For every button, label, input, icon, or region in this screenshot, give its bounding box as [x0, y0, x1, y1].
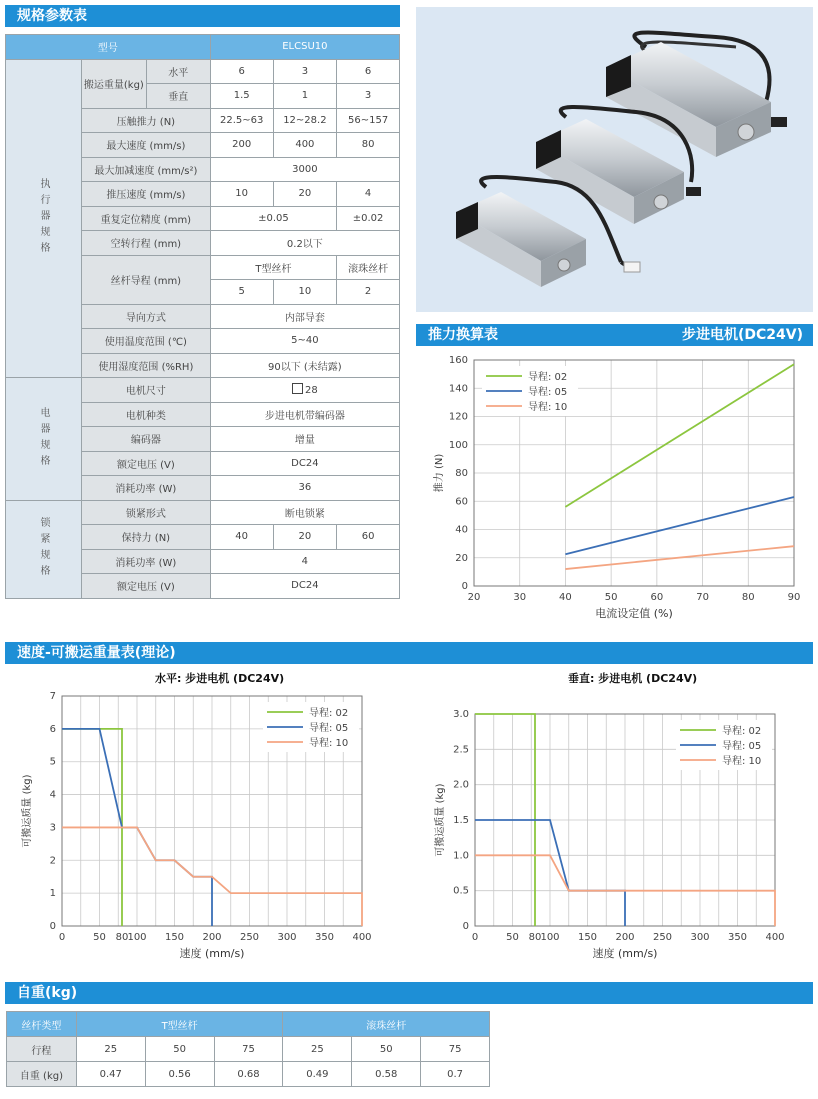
x-axis-label: 速度 (mm/s) [179, 947, 245, 960]
table-row [6, 59, 400, 84]
spec-table [5, 34, 400, 599]
x-axis-label: 速度 (mm/s) [592, 947, 658, 960]
y-tick-label: 160 [448, 355, 468, 366]
x-tick-label: 350 [314, 932, 335, 943]
table-cell: 0.58 [352, 1062, 421, 1087]
x-tick-label: 250 [652, 932, 673, 943]
row-label: 编码器 [82, 427, 211, 452]
legend-label: 导程: 10 [309, 738, 349, 749]
table-cell: 0.7 [421, 1062, 490, 1087]
actuator-illustration [416, 7, 813, 312]
y-axis-label: 可搬运质量 (kg) [22, 774, 33, 848]
series-line [565, 497, 794, 554]
y-tick-label: 20 [455, 552, 468, 564]
x-tick-label: 350 [727, 932, 748, 943]
y-tick-label: 0.5 [453, 885, 469, 897]
table-cell: 56~157 [337, 108, 400, 133]
table-cell: 0.49 [283, 1062, 352, 1087]
table-cell: 滚珠丝杆 [337, 255, 400, 280]
table-cell: DC24 [210, 451, 399, 476]
x-tick-label: 90 [787, 592, 801, 603]
y-tick-label: 3.0 [453, 709, 469, 720]
ball-screw-header: 滚珠丝杆 [283, 1012, 490, 1037]
x-tick-label: 400 [765, 932, 785, 943]
square-icon [292, 383, 303, 394]
spec-section-title: 规格参数表 [5, 5, 400, 27]
x-tick-label: 100 [540, 932, 560, 943]
table-cell: 3000 [210, 157, 399, 182]
legend-label: 导程: 05 [309, 723, 349, 734]
row-label: 消耗功率 (W) [82, 549, 211, 574]
row-label: 空转行程 (mm) [82, 231, 211, 256]
actuator-large [606, 33, 787, 157]
table-cell: 1 [273, 84, 337, 109]
y-tick-label: 80 [455, 468, 468, 479]
table-cell: 5 [210, 280, 273, 305]
row-label: 额定电压 (V) [82, 574, 211, 599]
x-tick-label: 50 [93, 932, 106, 943]
x-tick-label: 150 [577, 932, 598, 943]
y-axis-label: 推力 (N) [434, 453, 445, 493]
legend-label: 导程: 10 [722, 756, 762, 767]
legend-label: 导程: 10 [528, 402, 568, 413]
x-tick-label: 80 [115, 932, 129, 943]
table-cell: 22.5~63 [210, 108, 273, 133]
table-cell: 400 [273, 133, 337, 158]
x-tick-label: 150 [164, 932, 185, 943]
row-label: 重复定位精度 (mm) [82, 206, 211, 231]
y-tick-label: 100 [448, 439, 468, 451]
table-cell: DC24 [210, 574, 399, 599]
table-cell: 0.2以下 [210, 231, 399, 256]
horizontal-label: 水平 [146, 59, 210, 84]
table-cell: 200 [210, 133, 273, 158]
y-tick-label: 2 [49, 855, 56, 867]
table-cell: 75 [421, 1037, 490, 1062]
x-tick-label: 70 [696, 592, 709, 603]
self-weight-label: 自重 (kg) [7, 1062, 77, 1087]
table-cell: T型丝杆 [210, 255, 336, 280]
x-tick-label: 200 [202, 932, 222, 943]
table-cell: 50 [352, 1037, 421, 1062]
y-tick-label: 1.5 [453, 815, 469, 826]
table-cell [210, 378, 399, 403]
x-axis-label: 电流设定值 (%) [595, 607, 673, 620]
y-tick-label: 1 [49, 888, 56, 900]
row-label: 消耗功率 (W) [82, 476, 211, 501]
y-tick-label: 60 [455, 496, 468, 508]
table-cell: 断电锁紧 [210, 500, 399, 525]
row-label: 保持力 (N) [82, 525, 211, 550]
product-photo [416, 7, 813, 312]
y-tick-label: 120 [448, 411, 468, 423]
row-label: 额定电压 (V) [82, 451, 211, 476]
table-cell: ±0.05 [210, 206, 336, 231]
row-label: 使用湿度范围 (%RH) [82, 353, 211, 378]
row-label: 最大加减速度 (mm/s²) [82, 157, 211, 182]
table-cell: 40 [210, 525, 273, 550]
table-cell: 步进电机带编码器 [210, 402, 399, 427]
row-label: 丝杆导程 (mm) [82, 255, 211, 304]
model-value: ELCSU10 [210, 35, 399, 60]
x-tick-label: 80 [741, 592, 755, 603]
x-tick-label: 30 [513, 592, 527, 603]
thrust-chart [416, 350, 813, 630]
table-cell: 1.5 [210, 84, 273, 109]
table-cell: 10 [210, 182, 273, 207]
speed-section-title: 速度-可搬运重量表(理论) [5, 642, 813, 664]
row-label: 压触推力 (N) [82, 108, 211, 133]
legend [482, 366, 578, 416]
x-tick-label: 200 [615, 932, 635, 943]
row-label: 推压速度 (mm/s) [82, 182, 211, 207]
x-tick-label: 100 [127, 932, 147, 943]
row-label: 导向方式 [82, 304, 211, 329]
legend-label: 导程: 05 [528, 387, 568, 398]
payload-label: 搬运重量(kg) [82, 59, 147, 108]
y-tick-label: 7 [49, 691, 56, 702]
table-row [7, 1062, 490, 1087]
table-cell: 60 [337, 525, 400, 550]
legend-label: 导程: 02 [722, 726, 762, 737]
x-tick-label: 0 [471, 932, 479, 943]
vertical-speed-chart [418, 685, 813, 975]
y-tick-label: 140 [448, 383, 468, 395]
table-cell: 内部导套 [210, 304, 399, 329]
table-cell: 0.56 [145, 1062, 214, 1087]
legend-label: 导程: 02 [528, 372, 568, 383]
table-cell: 2 [337, 280, 400, 305]
thrust-motor-label: 步进电机(DC24V) [681, 327, 803, 343]
row-label: 锁紧形式 [82, 500, 211, 525]
legend-label: 导程: 02 [309, 708, 349, 719]
table-cell: 0.68 [214, 1062, 283, 1087]
category-lock: 锁紧规格 [6, 500, 82, 598]
table-cell: 3 [337, 84, 400, 109]
x-tick-label: 0 [58, 932, 66, 943]
table-row [6, 500, 400, 525]
spec-header-row [6, 35, 400, 60]
t-screw-header: T型丝杆 [76, 1012, 283, 1037]
table-cell: 3 [273, 59, 337, 84]
stroke-label: 行程 [7, 1037, 77, 1062]
x-tick-label: 20 [467, 592, 481, 603]
table-cell: 4 [210, 549, 399, 574]
horizontal-speed-chart [5, 685, 400, 975]
table-cell: 90以下 (未结露) [210, 353, 399, 378]
y-tick-label: 0 [461, 581, 468, 592]
y-tick-label: 5 [49, 756, 56, 768]
table-cell: 80 [337, 133, 400, 158]
table-cell: 10 [273, 280, 337, 305]
table-cell: 36 [210, 476, 399, 501]
vertical-chart-title: 垂直: 步进电机 (DC24V) [568, 672, 698, 685]
thrust-section-header [416, 324, 813, 346]
model-label: 型号 [6, 35, 211, 60]
x-tick-label: 300 [690, 932, 710, 943]
category-motor: 电器规格 [6, 378, 82, 501]
table-cell: 25 [76, 1037, 145, 1062]
table-cell: 50 [145, 1037, 214, 1062]
row-label: 最大速度 (mm/s) [82, 133, 211, 158]
horizontal-chart-title: 水平: 步进电机 (DC24V) [155, 672, 285, 685]
series-line [565, 364, 794, 507]
table-cell: 20 [273, 525, 337, 550]
x-tick-label: 300 [277, 932, 297, 943]
table-cell: 6 [337, 59, 400, 84]
y-tick-label: 3 [49, 822, 56, 834]
table-cell: 75 [214, 1037, 283, 1062]
y-tick-label: 0 [462, 921, 469, 932]
category-actuator: 执行器规格 [6, 59, 82, 378]
x-tick-label: 80 [528, 932, 542, 943]
vertical-label: 垂直 [146, 84, 210, 109]
y-tick-label: 2.0 [453, 779, 469, 791]
y-tick-label: 4 [49, 789, 56, 801]
row-label: 使用温度范围 (℃) [82, 329, 211, 354]
x-tick-label: 40 [559, 592, 572, 603]
weight-table [6, 1011, 490, 1087]
x-tick-label: 50 [604, 592, 618, 603]
table-row [7, 1037, 490, 1062]
y-tick-label: 2.5 [453, 744, 469, 756]
weight-header-row [7, 1012, 490, 1037]
table-cell: 20 [273, 182, 337, 207]
y-tick-label: 40 [455, 524, 468, 536]
motor-size-value: 28 [305, 385, 318, 397]
table-cell: 25 [283, 1037, 352, 1062]
row-label: 电机种类 [82, 402, 211, 427]
table-cell: 0.47 [76, 1062, 145, 1087]
x-tick-label: 250 [239, 932, 260, 943]
thrust-title: 推力换算表 [428, 327, 498, 343]
weight-section-title: 自重(kg) [5, 982, 813, 1004]
row-label: 电机尺寸 [82, 378, 211, 403]
y-tick-label: 1.0 [453, 850, 469, 862]
y-tick-label: 6 [49, 723, 56, 735]
x-tick-label: 60 [650, 592, 664, 603]
table-cell: ±0.02 [337, 206, 400, 231]
x-tick-label: 400 [352, 932, 372, 943]
table-cell: 5~40 [210, 329, 399, 354]
table-cell: 6 [210, 59, 273, 84]
table-cell: 12~28.2 [273, 108, 337, 133]
legend-label: 导程: 05 [722, 741, 762, 752]
y-tick-label: 0 [49, 921, 56, 932]
screw-type-label: 丝杆类型 [7, 1012, 77, 1037]
legend [676, 720, 772, 770]
legend [263, 702, 359, 752]
table-row [6, 378, 400, 403]
table-cell: 4 [337, 182, 400, 207]
x-tick-label: 50 [506, 932, 519, 943]
y-axis-label: 可搬运质量 (kg) [435, 783, 446, 857]
table-cell: 增量 [210, 427, 399, 452]
